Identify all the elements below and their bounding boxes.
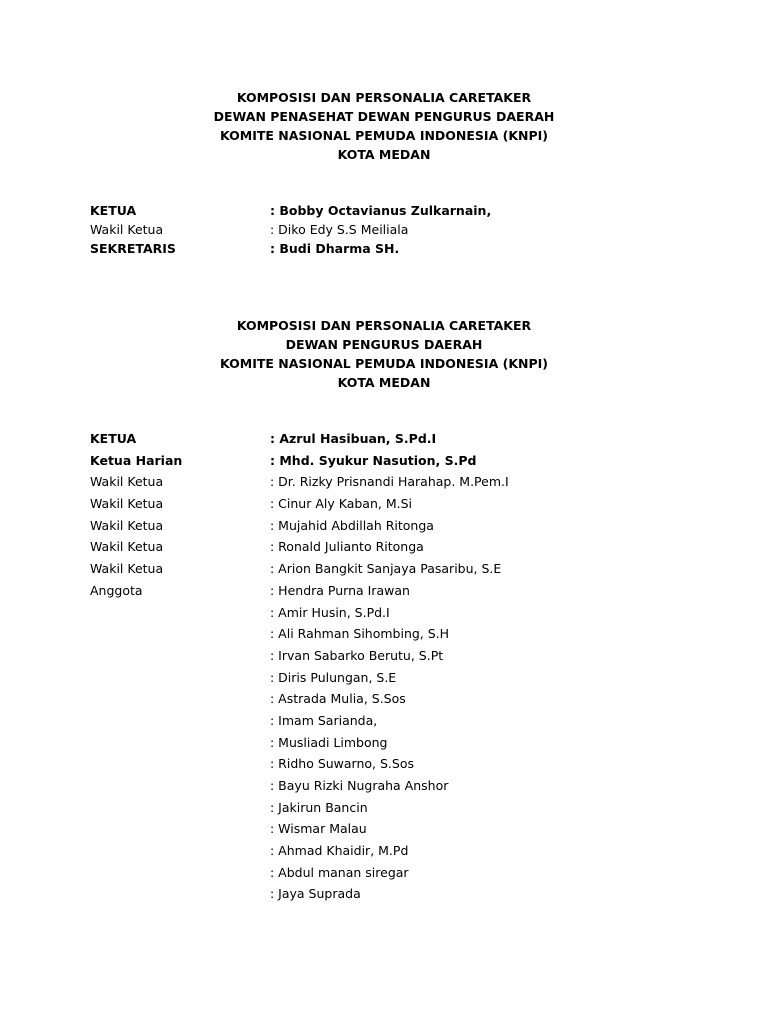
role-label: Wakil Ketua (90, 517, 164, 533)
personnel-row (90, 515, 690, 537)
heading-line: KOMITE NASIONAL PEMUDA INDONESIA (KNPI) (220, 128, 548, 143)
person-name: : Ronald Julianto Ritonga (270, 539, 424, 555)
role-label: Wakil Ketua (90, 539, 164, 555)
heading-line: DEWAN PENGURUS DAERAH (285, 337, 483, 352)
person-name: : Bobby Octavianus Zulkarnain, (270, 203, 492, 218)
role-label: Wakil Ketua (90, 496, 164, 512)
personnel-row (90, 732, 690, 754)
person-name: : Irvan Sabarko Berutu, S.Pt (270, 647, 444, 663)
person-name: : Amir Husin, S.Pd.I (270, 604, 390, 620)
person-name: : Imam Sarianda, (270, 712, 378, 728)
person-name: : Jaya Suprada (270, 886, 361, 902)
personnel-row (90, 536, 690, 558)
person-name: : Cinur Aly Kaban, M.Si (270, 496, 413, 512)
person-name: : Ali Rahman Sihombing, S.H (270, 626, 450, 642)
personnel-row (90, 797, 690, 819)
person-name: : Diris Pulungan, S.E (270, 669, 397, 685)
person-name: : Hendra Purna Irawan (270, 582, 410, 598)
personnel-row (90, 471, 690, 493)
person-name: : Wismar Malau (270, 821, 367, 837)
personnel-row (90, 710, 690, 732)
personnel-row (90, 602, 690, 624)
section-2-personnel-list (90, 428, 690, 905)
heading-line: KOMITE NASIONAL PEMUDA INDONESIA (KNPI) (220, 356, 548, 371)
person-name: : Arion Bangkit Sanjaya Pasaribu, S.E (270, 561, 502, 577)
role-label: Anggota (90, 582, 143, 598)
heading-line: KOMPOSISI DAN PERSONALIA CARETAKER (236, 90, 532, 105)
personnel-row (90, 201, 690, 220)
person-name: : Musliadi Limbong (270, 734, 388, 750)
section-1-personnel-list (90, 201, 690, 258)
personnel-row (90, 558, 690, 580)
person-name: : Astrada Mulia, S.Sos (270, 691, 406, 707)
person-name: : Azrul Hasibuan, S.Pd.I (270, 431, 437, 446)
role-label: Ketua Harian (90, 452, 183, 468)
personnel-row (90, 667, 690, 689)
personnel-row (90, 753, 690, 775)
person-name: : Mujahid Abdillah Ritonga (270, 517, 434, 533)
role-label: Wakil Ketua (90, 474, 164, 490)
personnel-row (90, 883, 690, 905)
personnel-row (90, 239, 690, 258)
role-label: SEKRETARIS (90, 241, 176, 256)
personnel-row (90, 862, 690, 884)
person-name: : Budi Dharma SH. (270, 241, 400, 256)
section-1-heading (0, 88, 768, 164)
personnel-row (90, 220, 690, 239)
personnel-row (90, 818, 690, 840)
person-name: : Mhd. Syukur Nasution, S.Pd (270, 452, 477, 468)
role-label: KETUA (90, 203, 137, 218)
personnel-row (90, 428, 690, 450)
heading-line: KOTA MEDAN (337, 147, 431, 162)
heading-line: DEWAN PENASEHAT DEWAN PENGURUS DAERAH (213, 109, 555, 124)
person-name: : Ahmad Khaidir, M.Pd (270, 843, 409, 859)
personnel-row (90, 840, 690, 862)
role-label: KETUA (90, 431, 137, 446)
heading-line: KOTA MEDAN (337, 375, 431, 390)
person-name: : Diko Edy S.S Meiliala (270, 222, 409, 237)
role-label: Wakil Ketua (90, 222, 164, 237)
personnel-row (90, 580, 690, 602)
person-name: : Dr. Rizky Prisnandi Harahap. M.Pem.I (270, 474, 509, 490)
role-label: Wakil Ketua (90, 561, 164, 577)
personnel-row (90, 645, 690, 667)
personnel-row (90, 775, 690, 797)
section-2-heading (0, 316, 768, 392)
person-name: : Bayu Rizki Nugraha Anshor (270, 778, 449, 793)
personnel-row (90, 623, 690, 645)
heading-line: KOMPOSISI DAN PERSONALIA CARETAKER (236, 318, 532, 333)
personnel-row (90, 493, 690, 515)
person-name: : Jakirun Bancin (270, 799, 368, 815)
person-name: : Ridho Suwarno, S.Sos (270, 756, 415, 772)
personnel-row (90, 688, 690, 710)
personnel-row (90, 450, 690, 472)
person-name: : Abdul manan siregar (270, 864, 409, 880)
